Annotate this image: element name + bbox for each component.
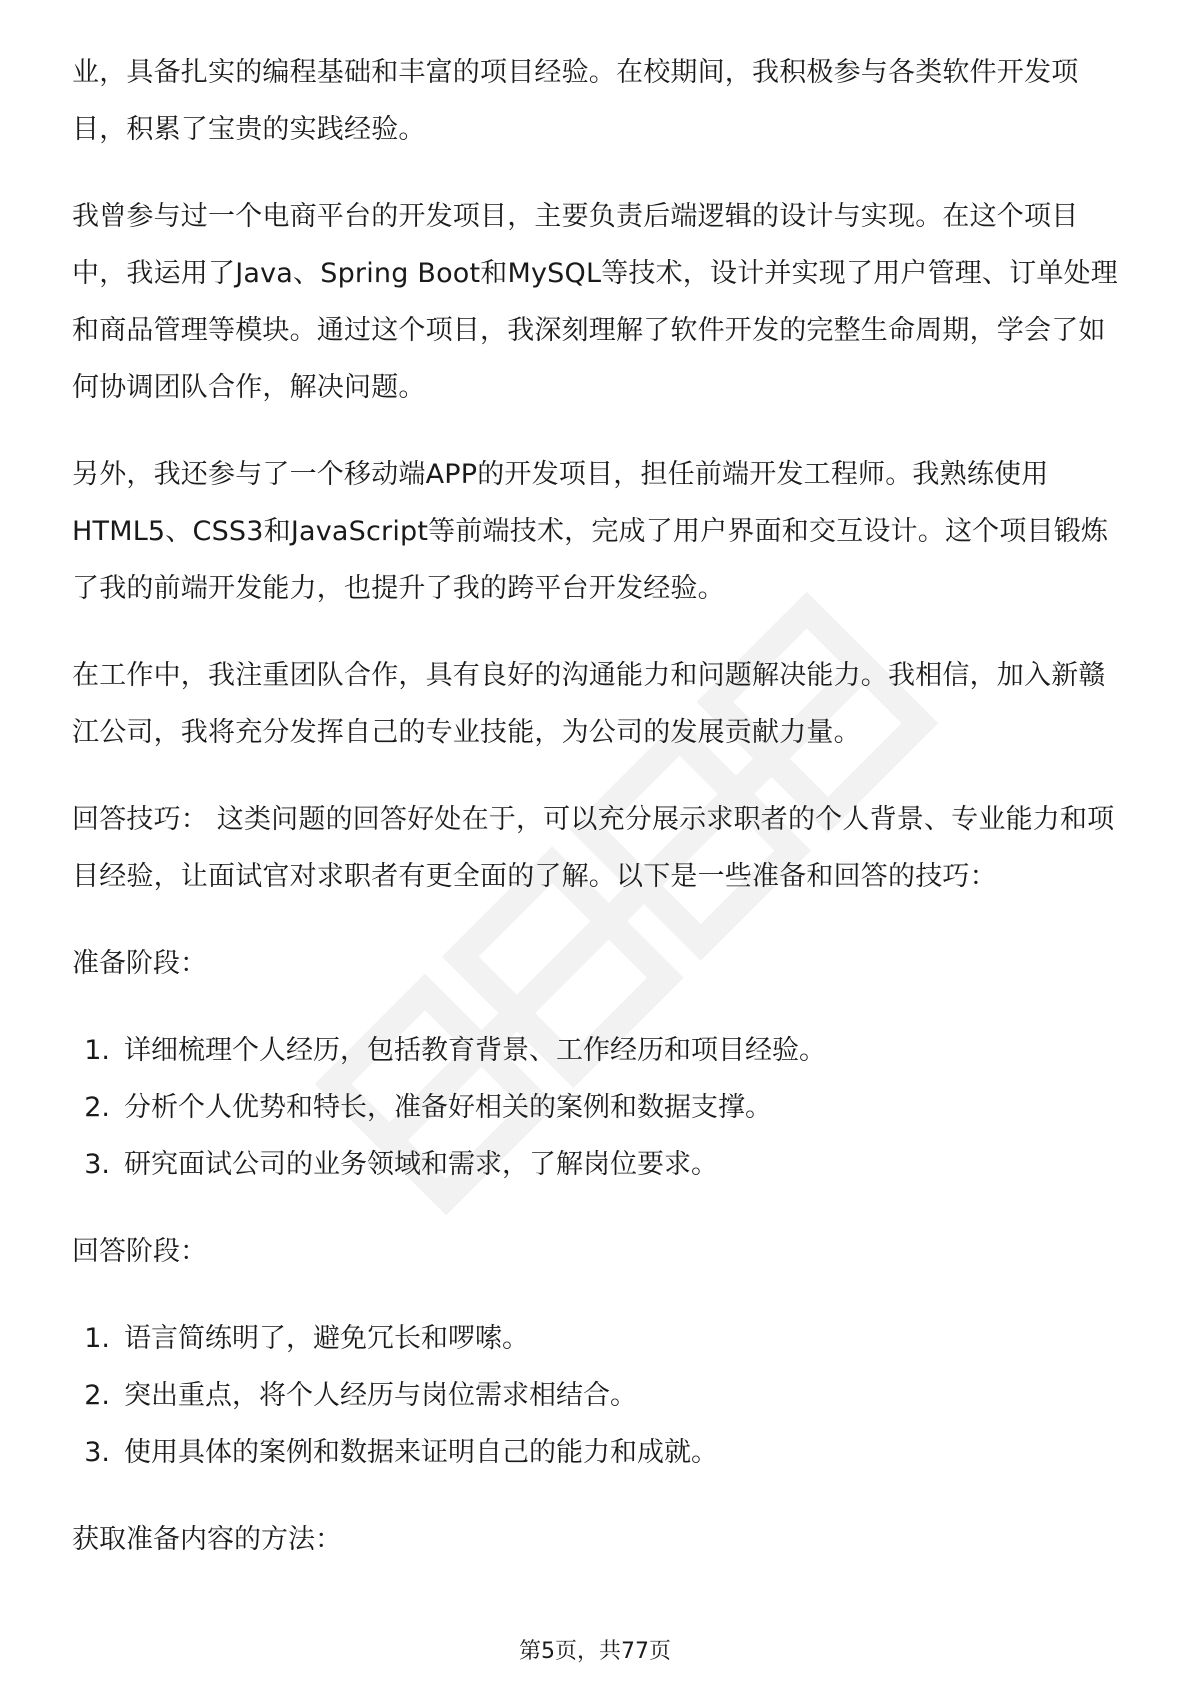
paragraph-4: 在工作中，我注重团队合作，具有良好的沟通能力和问题解决能力。我相信，加入新赣江公司，我将充分发挥自己的专业技能，为公司的发展贡献力量。 xyxy=(72,660,1106,748)
list-number: 1. xyxy=(84,1035,110,1066)
list-text: 研究面试公司的业务领域和需求，了解岗位要求。 xyxy=(124,1149,718,1180)
page-footer: 第5页，共77页 xyxy=(519,1639,671,1664)
list-item xyxy=(72,1022,1122,1079)
list-number: 3. xyxy=(84,1437,110,1468)
answer-stage-label: 回答阶段： xyxy=(72,1236,207,1267)
list-item xyxy=(72,1136,1122,1193)
list-item xyxy=(72,1310,1122,1367)
prep-stage-list xyxy=(72,1022,1122,1193)
list-text: 突出重点，将个人经历与岗位需求相结合。 xyxy=(124,1380,637,1411)
list-text: 详细梳理个人经历，包括教育背景、工作经历和项目经验。 xyxy=(124,1035,826,1066)
method-label: 获取准备内容的方法： xyxy=(72,1524,342,1555)
list-item xyxy=(72,1367,1122,1424)
list-number: 3. xyxy=(84,1149,110,1180)
paragraph-3: 另外，我还参与了一个移动端APP的开发项目，担任前端开发工程师。我熟练使用HTML5、CSS3和JavaScript等前端技术，完成了用户界面和交互设计。这个项目锻炼了我的前端开发能力，也提升了我的跨平台开发经验。 xyxy=(72,459,1109,604)
paragraph-tips: 回答技巧： 这类问题的回答好处在于，可以充分展示求职者的个人背景、专业能力和项目经验，让面试官对求职者有更全面的了解。以下是一些准备和回答的技巧： xyxy=(72,804,1115,892)
document-body xyxy=(72,44,1122,1598)
list-text: 语言简练明了，避免冗长和啰嗦。 xyxy=(124,1323,529,1354)
list-text: 使用具体的案例和数据来证明自己的能力和成就。 xyxy=(124,1437,718,1468)
paragraph-1: 业，具备扎实的编程基础和丰富的项目经验。在校期间，我积极参与各类软件开发项目，积累了宝贵的实践经验。 xyxy=(72,57,1079,145)
list-text: 分析个人优势和特长，准备好相关的案例和数据支撑。 xyxy=(124,1092,772,1123)
list-item xyxy=(72,1424,1122,1481)
list-number: 2. xyxy=(84,1092,110,1123)
list-number: 1. xyxy=(84,1323,110,1354)
list-number: 2. xyxy=(84,1380,110,1411)
paragraph-2: 我曾参与过一个电商平台的开发项目，主要负责后端逻辑的设计与实现。在这个项目中，我运用了Java、Spring Boot和MySQL等技术，设计并实现了用户管理、订单处理和商品管理等模块。通过这个项目，我深刻理解了软件开发的完整生命周期，学会了如何协调团队合作，解决问题。 xyxy=(72,201,1118,403)
answer-stage-list xyxy=(72,1310,1122,1481)
prep-stage-label: 准备阶段： xyxy=(72,948,207,979)
list-item xyxy=(72,1079,1122,1136)
